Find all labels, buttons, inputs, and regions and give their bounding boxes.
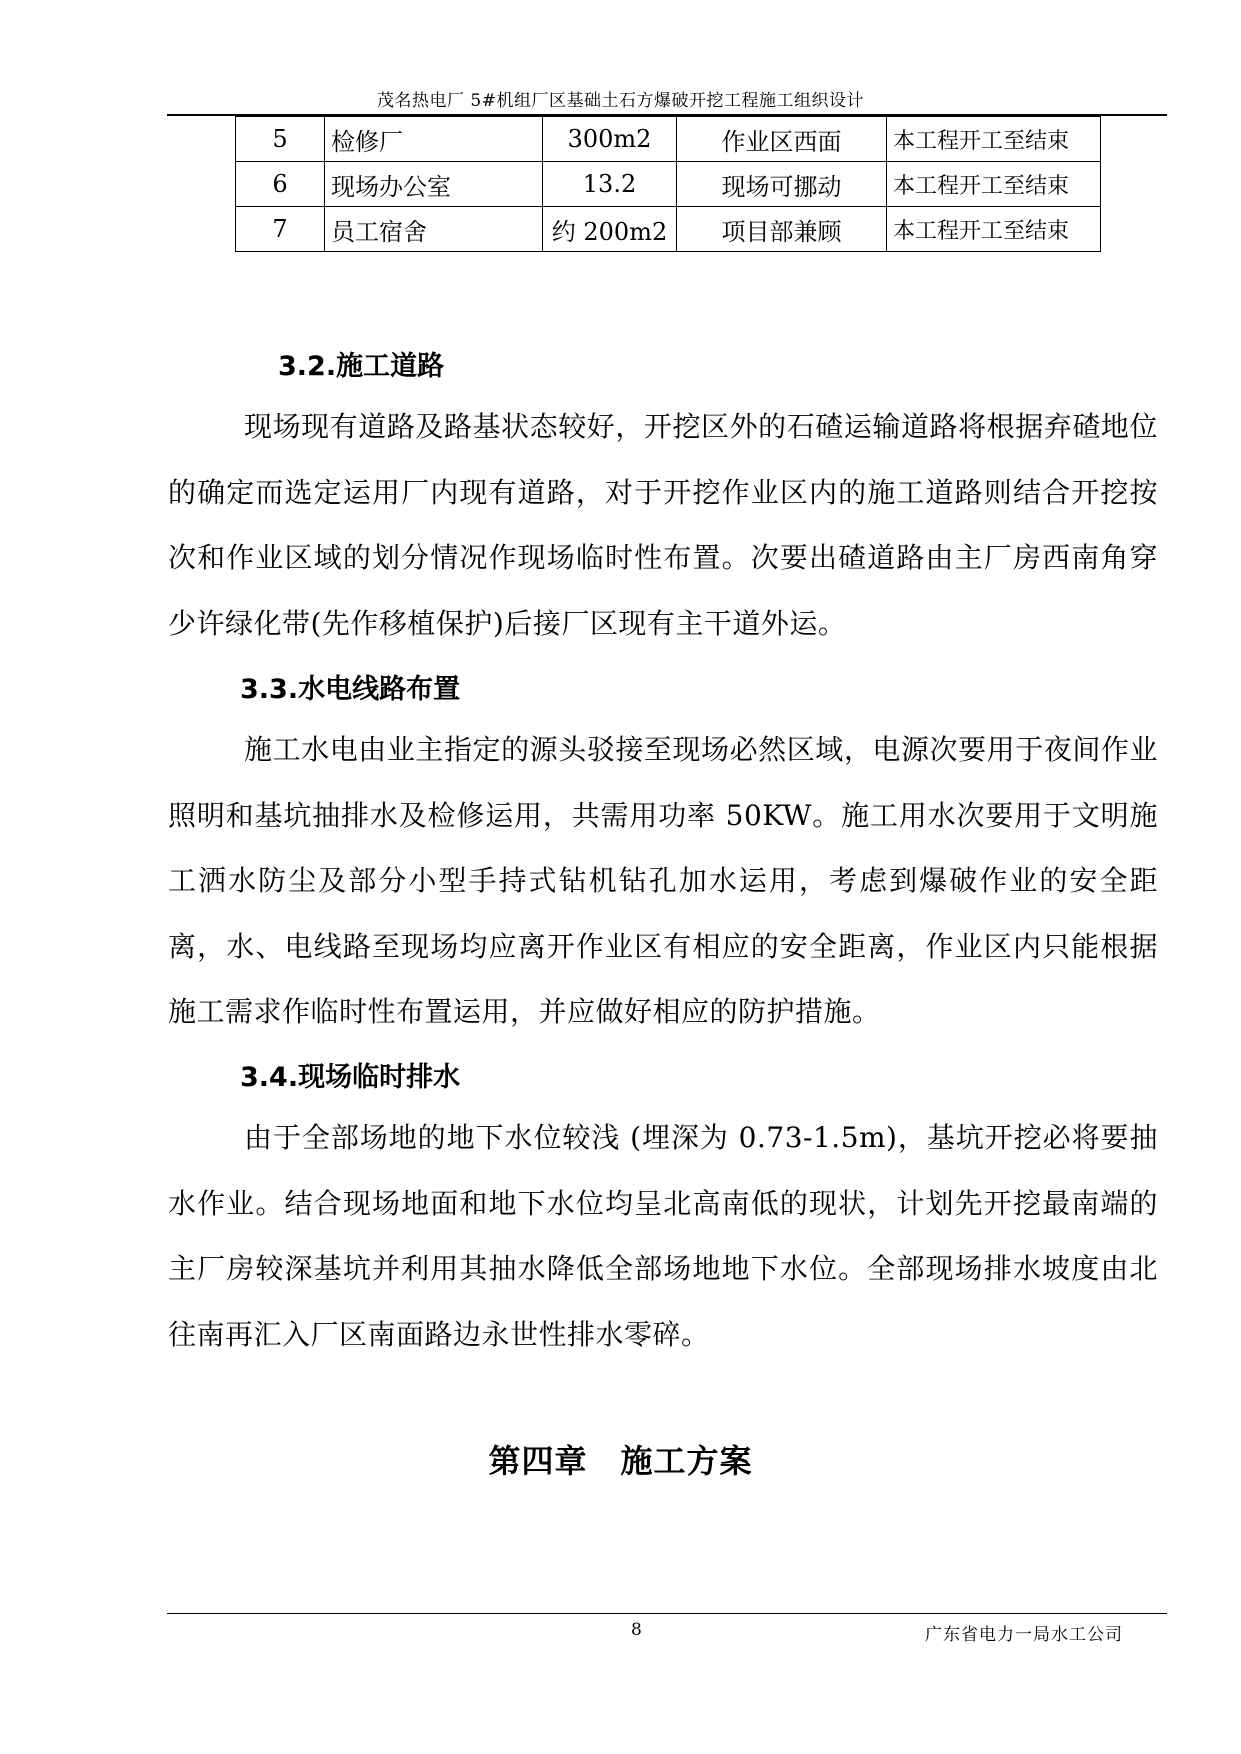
facility-period: 本工程开工至结束 (887, 207, 1101, 252)
row-number: 5 (236, 117, 325, 162)
facility-location: 现场可挪动 (677, 162, 887, 207)
row-number: 6 (236, 162, 325, 207)
section-paragraph-utilities: 施工水电由业主指定的源头驳接至现场必然区域，电源次要用于夜间作业照明和基坑抽排水及检修运用，共需用功率 50KW。施工用水次要用于文明施工洒水防尘及部分小型手持式钻机钻孔加水运用，考虑到爆破作业的安全距离，水、电线路至现场均应离开作业区有相应的安全距离，作业区内只能根据施工需求作临时性布置运用，并应做好相应的防护措施。 (168, 733, 1158, 1028)
section-paragraph-roads: 现场现有道路及路基状态较好，开挖区外的石碴运输道路将根据弃碴地位的确定而选定运用厂内现有道路，对于开挖作业区内的施工道路则结合开挖按次和作业区域的划分情况作现场临时性布置。次要出碴道路由主厂房西南角穿少许绿化带(先作移植保护)后接厂区现有主干道外运。 (168, 410, 1158, 640)
facility-location: 项目部兼顾 (677, 207, 887, 252)
temporary-facilities-table (235, 116, 1101, 252)
chapter-title: 第四章 施工方案 (488, 1442, 753, 1480)
running-header-title: 茂名热电厂 5#机组厂区基础土石方爆破开挖工程施工组织设计 (377, 91, 864, 111)
section-heading-utilities: 3.3.水电线路布置 (240, 674, 461, 705)
footer-company: 广东省电力一局水工公司 (925, 1625, 1123, 1645)
section-heading-drainage: 3.4.现场临时排水 (240, 1062, 461, 1093)
facility-area: 13.2 (543, 162, 677, 207)
facility-name: 员工宿舍 (325, 207, 543, 252)
table-row (236, 162, 1101, 207)
table-row (236, 117, 1101, 162)
section-paragraph-drainage: 由于全部场地的地下水位较浅 (埋深为 0.73-1.5m)，基坑开挖必将要抽水作业。结合现场地面和地下水位均呈北高南低的现状，计划先开挖最南端的主厂房较深基坑并利用其抽水降低全部场地地下水位。全部现场排水坡度由北往南再汇入厂区南面路边永世性排水零碎。 (168, 1121, 1158, 1351)
facility-period: 本工程开工至结束 (887, 162, 1101, 207)
section-heading-roads: 3.2.施工道路 (278, 351, 445, 382)
row-number: 7 (236, 207, 325, 252)
facility-location: 作业区西面 (677, 117, 887, 162)
facility-name: 现场办公室 (325, 162, 543, 207)
facility-area: 约 200m2 (543, 207, 677, 252)
facility-period: 本工程开工至结束 (887, 117, 1101, 162)
footer-rule (167, 1613, 1167, 1614)
page-number: 8 (631, 1620, 642, 1640)
table-row (236, 207, 1101, 252)
facility-area: 300m2 (543, 117, 677, 162)
facility-name: 检修厂 (325, 117, 543, 162)
